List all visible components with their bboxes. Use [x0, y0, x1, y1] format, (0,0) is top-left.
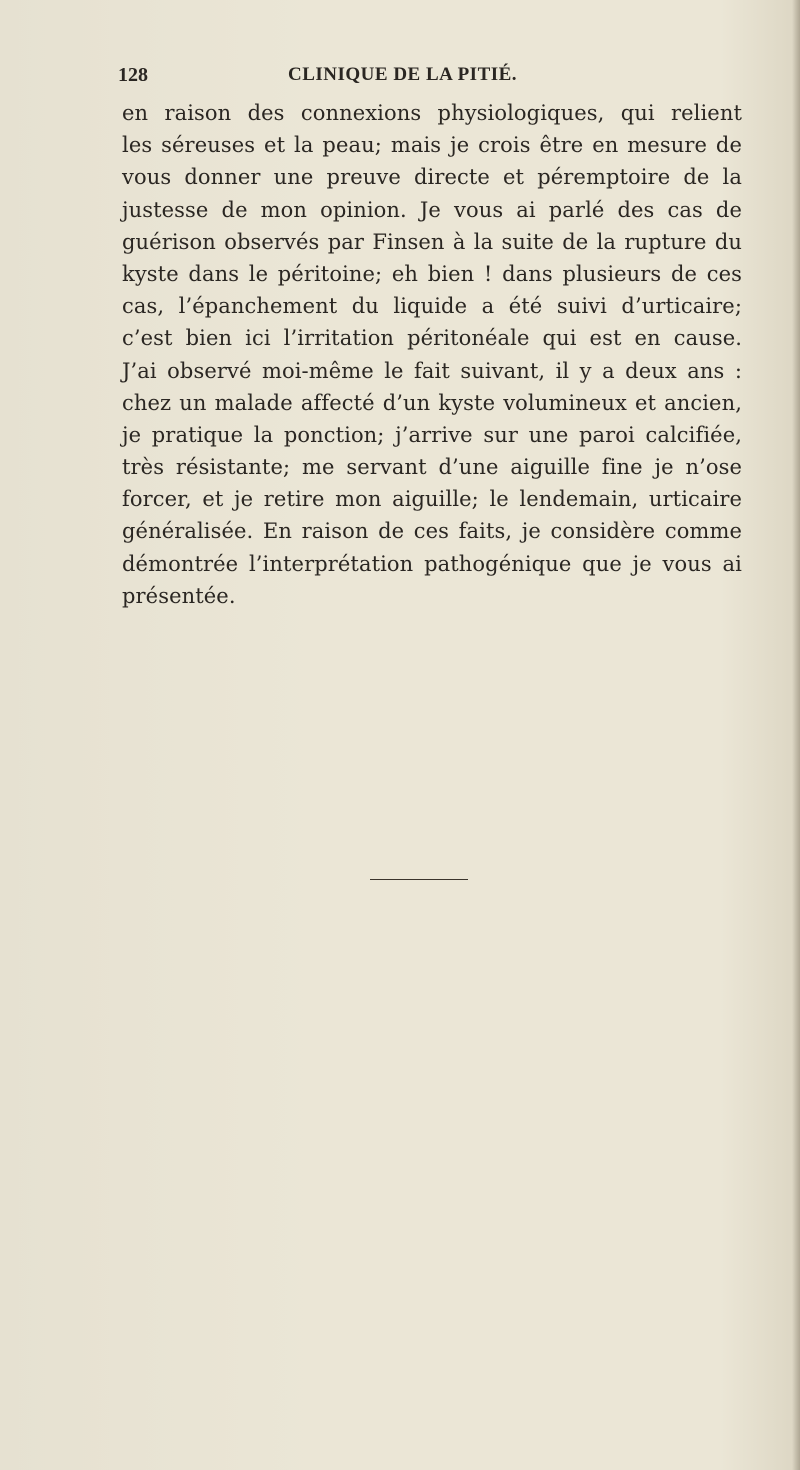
- page-edge-shadow: [792, 0, 800, 1470]
- text-line: J’ai observé moi-même le fait suivant, il y a deux ans :: [122, 358, 742, 383]
- text-line: c’est bien ici l’irritation péritonéale qui est en cause.: [122, 326, 742, 351]
- text-line: démontrée l’interprétation pathogénique que je vous ai: [122, 551, 742, 576]
- section-end-rule: [370, 879, 468, 880]
- running-head: CLINIQUE DE LA PITIÉ.: [288, 64, 518, 85]
- text-line: très résistante; me servant d’une aiguille fine je n’ose: [122, 455, 742, 480]
- text-line: kyste dans le péritoine; eh bien ! dans plusieurs de ces: [122, 261, 742, 286]
- text-line: forcer, et je retire mon aiguille; le lendemain, urticaire: [122, 487, 742, 512]
- text-line: en raison des connexions physiologiques, qui relient: [122, 101, 742, 125]
- text-line: chez un malade affecté d’un kyste volumineux et ancien,: [122, 390, 742, 415]
- text-line: justesse de mon opinion. Je vous ai parlé des cas de: [122, 197, 742, 222]
- text-line: je pratique la ponction; j’arrive sur une paroi calcifiée,: [122, 422, 742, 447]
- text-line: vous donner une preuve directe et péremptoire de la: [122, 165, 742, 190]
- text-line: guérison observés par Finsen à la suite de la rupture du: [122, 229, 742, 254]
- text-line-last: présentée.: [122, 583, 236, 608]
- text-line: les séreuses et la peau; mais je crois être en mesure de: [122, 133, 742, 158]
- text-line: cas, l’épanchement du liquide a été suivi d’urticaire;: [122, 294, 742, 319]
- page-header: [118, 64, 718, 86]
- page-number: 128: [118, 64, 148, 86]
- body-paragraph: [122, 97, 742, 612]
- text-line: généralisée. En raison de ces faits, je considère comme: [122, 519, 742, 544]
